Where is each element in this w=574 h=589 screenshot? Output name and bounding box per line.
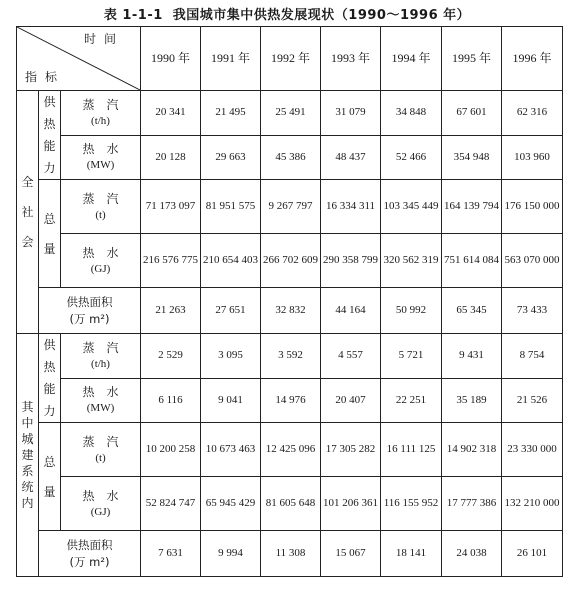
item-unit: (GJ) bbox=[90, 505, 111, 518]
item-label-cell bbox=[61, 334, 141, 379]
value-cell: 116 155 952 bbox=[381, 477, 442, 531]
value-cell: 81 605 648 bbox=[261, 477, 321, 531]
value-cell: 48 437 bbox=[321, 135, 381, 180]
value-cell: 5 721 bbox=[381, 334, 442, 379]
capacity-label: 供热能力 bbox=[43, 95, 56, 175]
value-cell: 26 101 bbox=[502, 531, 563, 577]
item-name-text: 蒸汽 bbox=[82, 434, 131, 449]
item-unit: (GJ) bbox=[90, 262, 111, 275]
table-body bbox=[17, 27, 563, 577]
item-name-text: 蒸汽 bbox=[82, 97, 131, 112]
value-cell: 9 041 bbox=[201, 378, 261, 423]
value-cell: 9 267 797 bbox=[261, 180, 321, 234]
item-name-text: 热水 bbox=[82, 142, 131, 157]
item-name bbox=[61, 488, 140, 504]
group-label-cell bbox=[17, 91, 39, 334]
value-cell: 25 491 bbox=[261, 91, 321, 136]
data-row bbox=[17, 234, 563, 288]
data-row bbox=[17, 180, 563, 234]
value-cell: 354 948 bbox=[442, 135, 502, 180]
value-cell: 71 173 097 bbox=[141, 180, 201, 234]
value-cell: 10 200 258 bbox=[141, 423, 201, 477]
value-cell: 9 994 bbox=[201, 531, 261, 577]
capacity-label: 供热能力 bbox=[43, 338, 56, 418]
total-label-cell bbox=[39, 180, 61, 288]
value-cell: 14 976 bbox=[261, 378, 321, 423]
value-cell: 101 206 361 bbox=[321, 477, 381, 531]
value-cell: 67 601 bbox=[442, 91, 502, 136]
value-cell: 3 095 bbox=[201, 334, 261, 379]
value-cell: 65 945 429 bbox=[201, 477, 261, 531]
value-cell: 62 316 bbox=[502, 91, 563, 136]
data-row bbox=[17, 91, 563, 136]
value-cell: 164 139 794 bbox=[442, 180, 502, 234]
total-label-cell bbox=[39, 423, 61, 531]
year-header-cell: 1996 年 bbox=[502, 27, 563, 91]
item-unit: (t/h) bbox=[91, 114, 110, 127]
value-cell: 29 663 bbox=[201, 135, 261, 180]
value-cell: 65 345 bbox=[442, 288, 502, 334]
year-header-cell: 1991 年 bbox=[201, 27, 261, 91]
year-header-cell: 1990 年 bbox=[141, 27, 201, 91]
value-cell: 16 334 311 bbox=[321, 180, 381, 234]
value-cell: 563 070 000 bbox=[502, 234, 563, 288]
year-header-cell: 1994 年 bbox=[381, 27, 442, 91]
item-name bbox=[61, 384, 140, 400]
value-cell: 15 067 bbox=[321, 531, 381, 577]
value-cell: 14 902 318 bbox=[442, 423, 502, 477]
item-label-cell bbox=[61, 423, 141, 477]
data-row bbox=[17, 378, 563, 423]
value-cell: 21 526 bbox=[502, 378, 563, 423]
item-name bbox=[61, 340, 140, 356]
value-cell: 52 466 bbox=[381, 135, 442, 180]
value-cell: 12 425 096 bbox=[261, 423, 321, 477]
value-cell: 31 079 bbox=[321, 91, 381, 136]
value-cell: 210 654 403 bbox=[201, 234, 261, 288]
area-unit: (万 m²) bbox=[69, 554, 110, 569]
table-number: 表 1-1-1 bbox=[103, 8, 163, 23]
value-cell: 6 116 bbox=[141, 378, 201, 423]
value-cell: 11 308 bbox=[261, 531, 321, 577]
capacity-label-cell bbox=[39, 334, 61, 423]
value-cell: 9 431 bbox=[442, 334, 502, 379]
item-unit: (MW) bbox=[86, 159, 115, 172]
value-cell: 3 592 bbox=[261, 334, 321, 379]
area-label-cell bbox=[39, 531, 141, 577]
table-title bbox=[0, 4, 574, 23]
value-cell: 44 164 bbox=[321, 288, 381, 334]
value-cell: 20 407 bbox=[321, 378, 381, 423]
value-cell: 176 150 000 bbox=[502, 180, 563, 234]
value-cell: 103 960 bbox=[502, 135, 563, 180]
value-cell: 23 330 000 bbox=[502, 423, 563, 477]
item-name bbox=[61, 141, 140, 157]
value-cell: 10 673 463 bbox=[201, 423, 261, 477]
item-name-text: 热水 bbox=[82, 245, 131, 260]
value-cell: 21 263 bbox=[141, 288, 201, 334]
item-label-cell bbox=[61, 180, 141, 234]
value-cell: 16 111 125 bbox=[381, 423, 442, 477]
group-label: 全社会 bbox=[21, 175, 34, 249]
value-cell: 22 251 bbox=[381, 378, 442, 423]
item-label-cell bbox=[61, 378, 141, 423]
item-name bbox=[61, 245, 140, 261]
value-cell: 32 832 bbox=[261, 288, 321, 334]
data-row bbox=[17, 334, 563, 379]
value-cell: 50 992 bbox=[381, 288, 442, 334]
data-row bbox=[17, 477, 563, 531]
value-cell: 27 651 bbox=[201, 288, 261, 334]
value-cell: 4 557 bbox=[321, 334, 381, 379]
value-cell: 35 189 bbox=[442, 378, 502, 423]
item-unit: (t/h) bbox=[91, 357, 110, 370]
value-cell: 45 386 bbox=[261, 135, 321, 180]
item-name bbox=[61, 97, 140, 113]
value-cell: 8 754 bbox=[502, 334, 563, 379]
value-cell: 81 951 575 bbox=[201, 180, 261, 234]
area-name: 供热面积 bbox=[66, 537, 113, 552]
value-cell: 34 848 bbox=[381, 91, 442, 136]
value-cell: 20 128 bbox=[141, 135, 201, 180]
value-cell: 132 210 000 bbox=[502, 477, 563, 531]
area-label-cell bbox=[39, 288, 141, 334]
item-name-text: 蒸汽 bbox=[82, 191, 131, 206]
total-label: 总量 bbox=[43, 211, 56, 256]
item-name-text: 蒸汽 bbox=[82, 340, 131, 355]
diagonal-header-cell bbox=[17, 27, 141, 91]
value-cell: 7 631 bbox=[141, 531, 201, 577]
value-cell: 52 824 747 bbox=[141, 477, 201, 531]
value-cell: 17 777 386 bbox=[442, 477, 502, 531]
time-header-label: 时间 bbox=[84, 32, 125, 46]
item-unit: (MW) bbox=[86, 402, 115, 415]
value-cell: 18 141 bbox=[381, 531, 442, 577]
value-cell: 21 495 bbox=[201, 91, 261, 136]
value-cell: 103 345 449 bbox=[381, 180, 442, 234]
group-label: 其中城建系统内 bbox=[21, 400, 34, 510]
data-row bbox=[17, 288, 563, 334]
item-name-text: 热水 bbox=[82, 385, 131, 400]
group-label-cell bbox=[17, 334, 39, 577]
item-label-cell bbox=[61, 135, 141, 180]
table-caption: 我国城市集中供热发展现状（1990～1996 年） bbox=[172, 8, 471, 23]
item-label-cell bbox=[61, 91, 141, 136]
heating-data-table bbox=[16, 26, 563, 577]
area-name: 供热面积 bbox=[66, 294, 113, 309]
value-cell: 73 433 bbox=[502, 288, 563, 334]
capacity-label-cell bbox=[39, 91, 61, 180]
item-name-text: 热水 bbox=[82, 488, 131, 503]
indicator-header-label: 指标 bbox=[25, 70, 66, 84]
item-name bbox=[61, 434, 140, 450]
item-name bbox=[61, 191, 140, 207]
year-header-cell: 1995 年 bbox=[442, 27, 502, 91]
year-header-cell: 1993 年 bbox=[321, 27, 381, 91]
value-cell: 320 562 319 bbox=[381, 234, 442, 288]
value-cell: 751 614 084 bbox=[442, 234, 502, 288]
value-cell: 20 341 bbox=[141, 91, 201, 136]
item-unit: (t) bbox=[95, 208, 106, 221]
area-unit: (万 m²) bbox=[69, 311, 110, 326]
value-cell: 216 576 775 bbox=[141, 234, 201, 288]
data-row bbox=[17, 423, 563, 477]
value-cell: 290 358 799 bbox=[321, 234, 381, 288]
value-cell: 2 529 bbox=[141, 334, 201, 379]
value-cell: 17 305 282 bbox=[321, 423, 381, 477]
year-header-cell: 1992 年 bbox=[261, 27, 321, 91]
item-label-cell bbox=[61, 234, 141, 288]
value-cell: 266 702 609 bbox=[261, 234, 321, 288]
data-row bbox=[17, 135, 563, 180]
item-unit: (t) bbox=[95, 451, 106, 464]
value-cell: 24 038 bbox=[442, 531, 502, 577]
item-label-cell bbox=[61, 477, 141, 531]
data-row bbox=[17, 531, 563, 577]
header-row bbox=[17, 27, 563, 91]
total-label: 总量 bbox=[43, 454, 56, 499]
